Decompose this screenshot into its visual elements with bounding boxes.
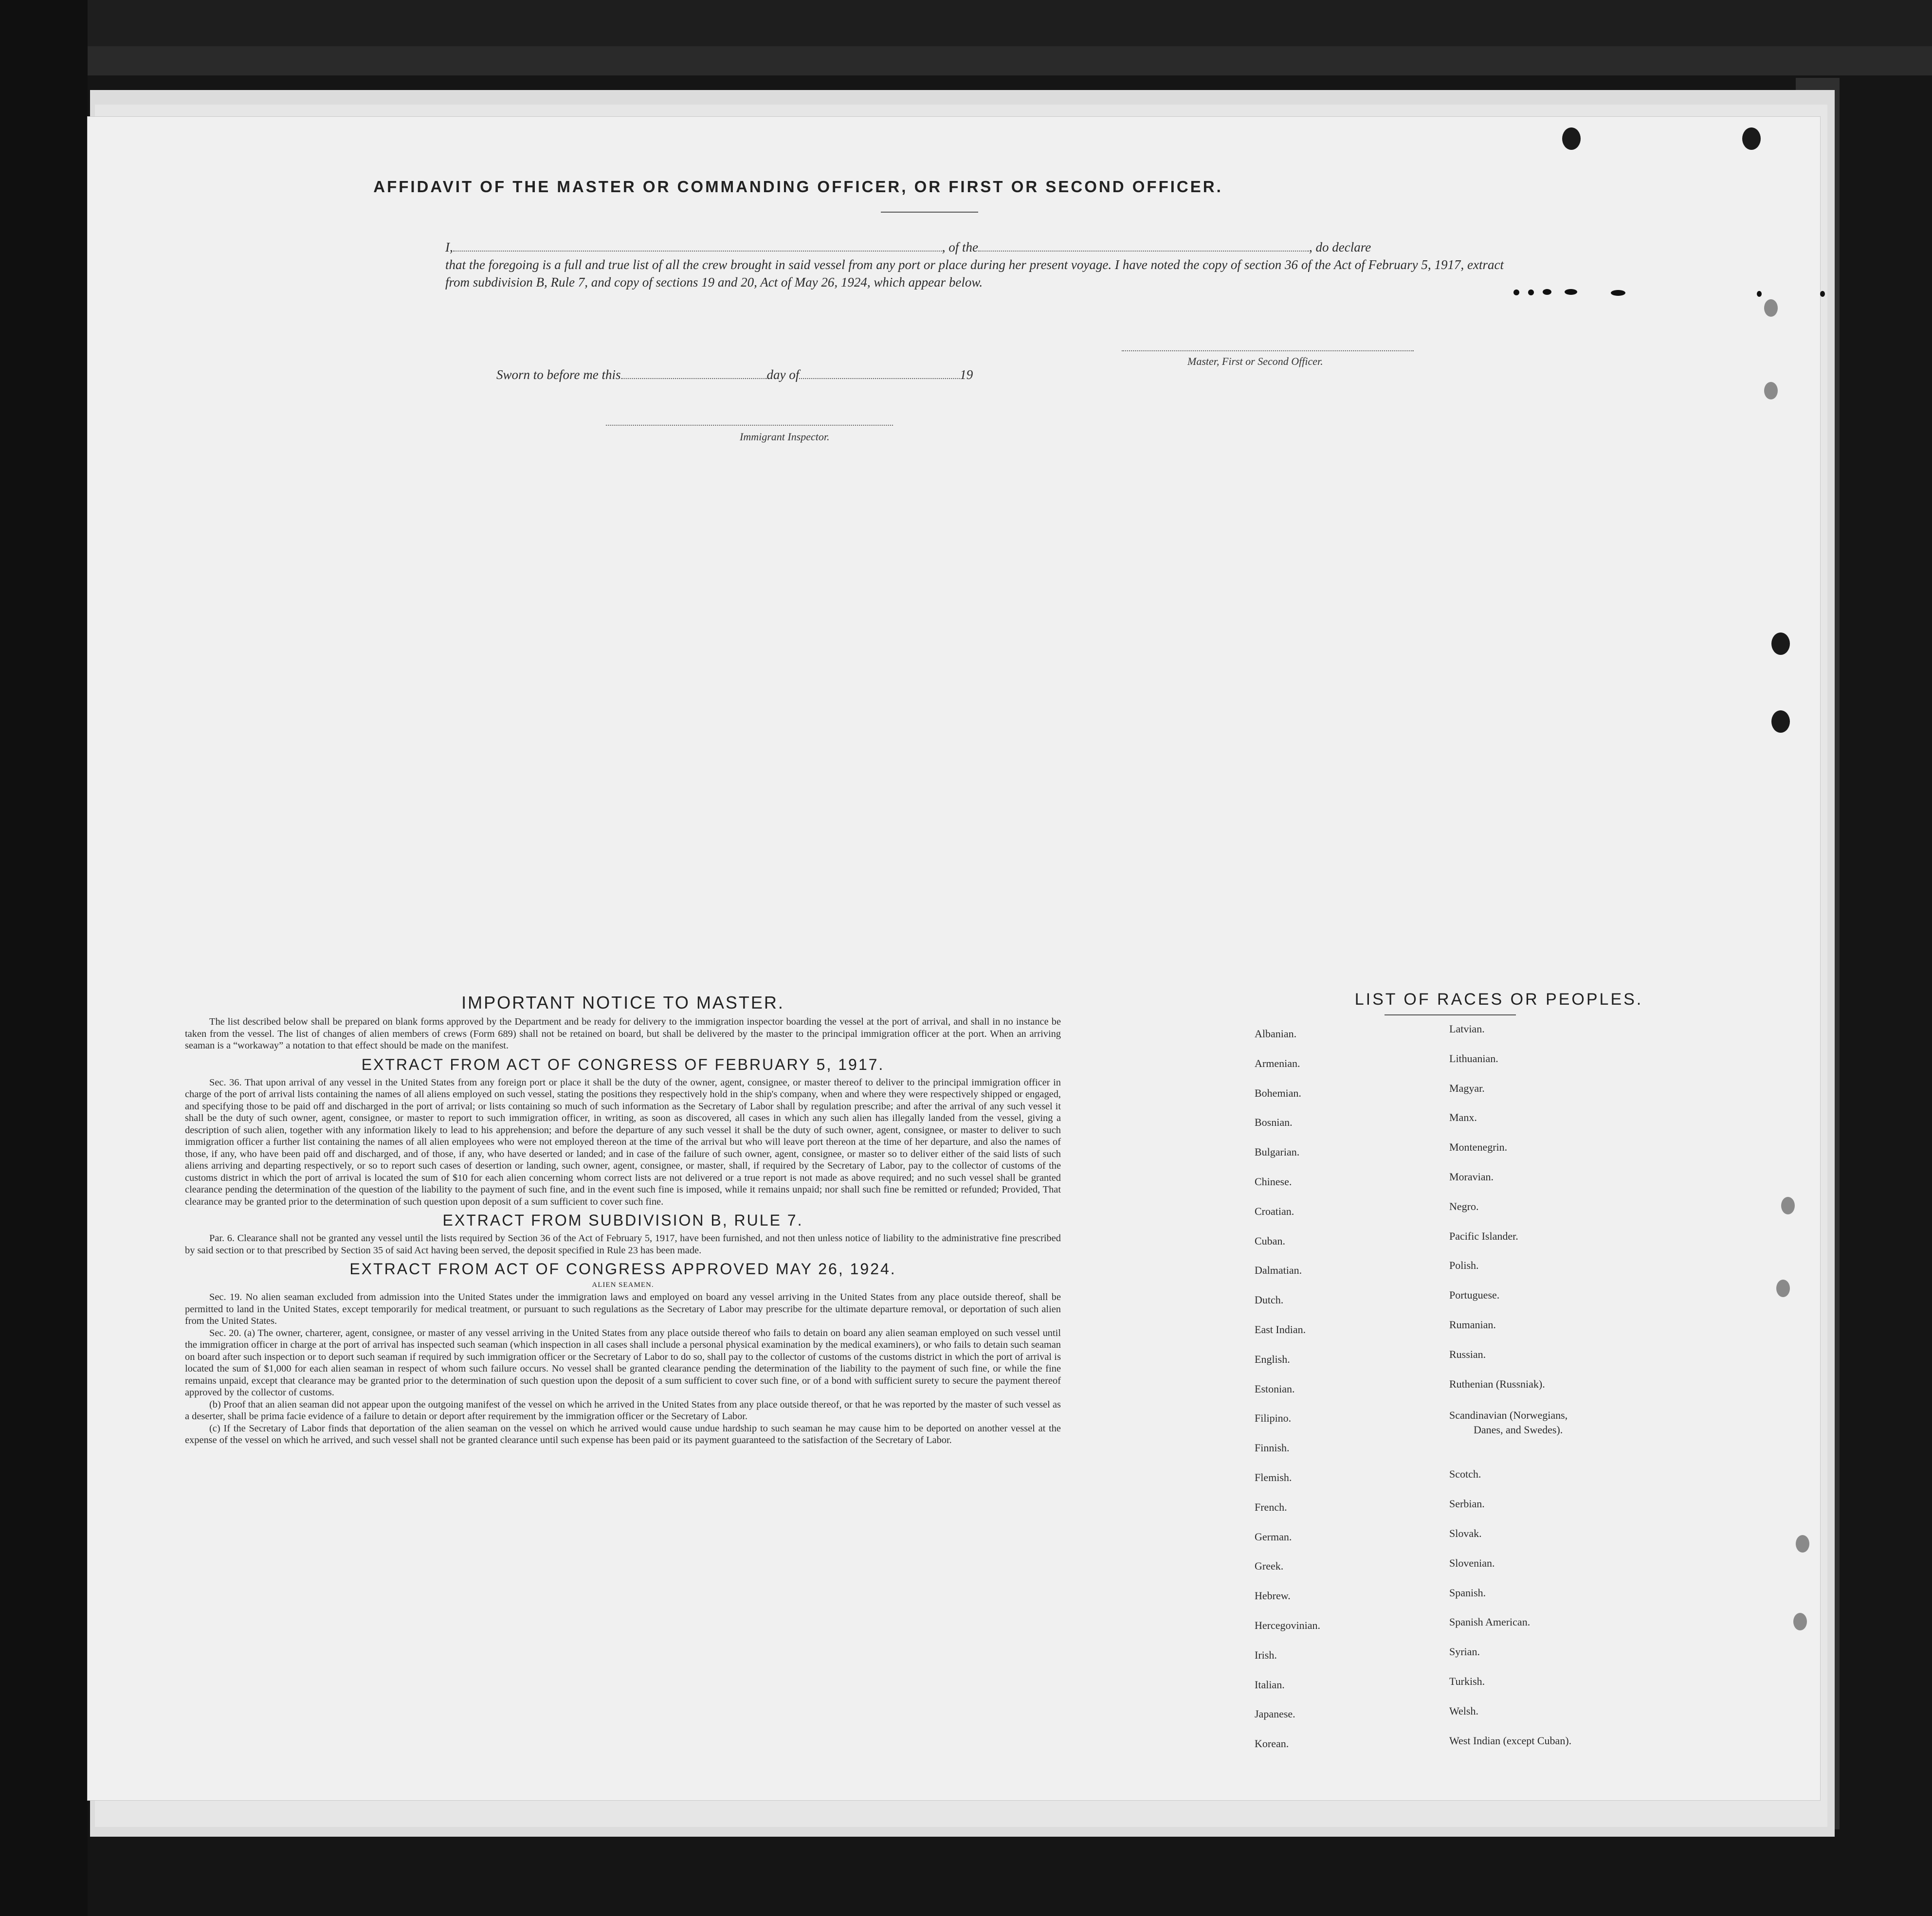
name-field[interactable] <box>453 240 942 252</box>
punch-hole-icon <box>1796 1535 1809 1553</box>
race-item: Ruthenian (Russniak). <box>1449 1377 1545 1390</box>
race-item: German. <box>1255 1530 1292 1543</box>
punch-hole-icon <box>1562 127 1581 150</box>
scan-left-edge <box>0 0 88 1916</box>
paragraph-6-text: Par. 6. Clearance shall not be granted any vessel until the lists required by Section 36 of the Act of February 5, 1917, have been furnished, and not then unless notice of liability to the administrative fine prescribed by said section or to that prescribed by Section 35 of said Act having been served, the deposit specified in Rule 23 has been made. <box>185 1233 1061 1256</box>
mark-dot-icon <box>1820 291 1825 297</box>
master-signature-line[interactable] <box>1122 350 1414 351</box>
races-list-title: LIST OF RACES OR PEOPLES. <box>1354 990 1643 1009</box>
race-item: Armenian. <box>1255 1057 1300 1069</box>
scan-top-band <box>0 0 1932 75</box>
race-item: French. <box>1255 1500 1287 1513</box>
mark-dot-icon <box>1757 291 1762 297</box>
sworn-month-field[interactable] <box>799 367 960 379</box>
race-item: Russian. <box>1449 1348 1486 1360</box>
day-of-label: day of <box>766 367 800 382</box>
race-item: Bulgarian. <box>1255 1146 1300 1158</box>
affidavit-of-the-label: , of the <box>942 240 978 254</box>
affidavit-body: that the foregoing is a full and true list of all the crew brought in said vessel from any port or place during her present voyage. I have noted the copy of section 36 of the Act of February 5, 1917, extract from subdivision B, Rule 7, and copy of sections 19 and 20, Act of May 26, 1924, which appear below. <box>445 257 1504 289</box>
race-item: Croatian. <box>1255 1205 1294 1217</box>
section-20c-text: (c) If the Secretary of Labor finds that deportation of the alien seaman on the vessel on which he arrived would cause undue hardship to such seaman he may cause him to be deported on another vessel at the expense of the vessel on which he arrived, and such vessel shall not be granted clearance until such expense has been paid or its payment guaranteed to the satisfaction of the Secretary of Labor. <box>185 1423 1061 1446</box>
affidavit-title-rule <box>881 212 978 213</box>
race-item: Magyar. <box>1449 1082 1485 1094</box>
punch-hole-icon <box>1793 1613 1807 1630</box>
race-item: Greek. <box>1255 1560 1284 1573</box>
races-left-column <box>1255 1028 1320 1767</box>
sworn-statement <box>496 367 973 382</box>
extract-1924-title: EXTRACT FROM ACT OF CONGRESS APPROVED MAY 26, 1924. <box>349 1260 896 1278</box>
race-item-line: Scandinavian (Norwegians, <box>1449 1409 1568 1422</box>
race-item: Lithuanian. <box>1449 1052 1498 1065</box>
section-20b-text: (b) Proof that an alien seaman did not appear upon the outgoing manifest of the vessel on which he arrived in the United States from any place outside thereof, or that he was reported by the master of such vessel as a deserter, shall be prima facie evidence of a failure to detain or deport after requirement by the immigration officer or the Secretary of Labor. <box>185 1399 1061 1422</box>
punch-hole-icon <box>1781 1197 1795 1214</box>
sworn-day-field[interactable] <box>621 367 767 379</box>
race-item: Welsh. <box>1449 1704 1478 1717</box>
affidavit-title: AFFIDAVIT OF THE MASTER OR COMMANDING OFFICER, OR FIRST OR SECOND OFFICER. <box>373 178 1223 196</box>
races-title-rule <box>1385 1014 1516 1015</box>
race-item: Hebrew. <box>1255 1590 1291 1602</box>
section-20a-text: Sec. 20. (a) The owner, charterer, agent, consignee, or master of any vessel arriving in the United States from any place outside thereof who fails to detain on board any alien seaman employed on such vessel until the immigration officer in charge at the port of arrival has inspected such seaman (which inspection in all cases shall include a personal physical examination by the medical examiners), or who fails to detain such seaman on board after such inspection or to deport such seaman if required by such immigration officer or the Secretary of Labor to do so, shall pay to the collector of customs of the customs district in which the port of arrival is located the sum of $1,000 for each alien seaman in respect of whom such failure occurs. No vessel shall be granted clearance pending the determination of the liability to the payment of such fine, or while the fine remains unpaid, except that clearance may be granted prior to the determination of such question upon the deposit of a sum sufficient to cover such fine, or of a bond with sufficient surety to secure the payment thereof approved by the collector of customs. <box>185 1327 1061 1398</box>
race-item: Scotch. <box>1449 1468 1481 1481</box>
race-item: Dalmatian. <box>1255 1264 1302 1277</box>
notice-title: IMPORTANT NOTICE TO MASTER. <box>461 993 784 1012</box>
punch-hole-icon <box>1742 127 1761 150</box>
race-item: Filipino. <box>1255 1412 1292 1425</box>
race-item: Polish. <box>1449 1259 1479 1272</box>
vessel-field[interactable] <box>978 240 1309 252</box>
mark-dot-icon <box>1513 289 1519 295</box>
race-item: Latvian. <box>1449 1023 1485 1035</box>
inspector-signature-line[interactable] <box>606 425 893 426</box>
master-signature-label: Master, First or Second Officer. <box>1187 355 1323 367</box>
race-item: Albanian. <box>1255 1028 1297 1040</box>
race-item: Italian. <box>1255 1678 1285 1691</box>
punch-hole-icon <box>1771 710 1790 733</box>
mark-dot-icon <box>1611 290 1625 296</box>
races-right-column <box>1449 1023 1571 1764</box>
section-36-text: Sec. 36. That upon arrival of any vessel in the United States from any foreign port or place it shall be the duty of the owner, agent, consignee, or master thereof to deliver to the principal immigration officer in charge of the port of arrival lists containing the names of all aliens employed on such vessel, stating the positions they respectively hold in the ship's company, when and where they were respectively shipped or engaged, and specifying those to be paid off and discharged in the port of arrival; or lists containing so much of such information as the Secretary of Labor shall by regulation prescribe; and after the arrival of any such vessel it shall be the duty of such owner, agent, consignee, or master to report to such immigration officer, in writing, as soon as discovered, all cases in which any such alien has illegally landed from the vessel, giving a description of such alien, together with any information likely to lead to his apprehension; and before the departure of any such vessel it shall be the duty of such owner, agent, consignee, or master to deliver to such immigration officer a further list containing the names of all alien employees who were not employed thereon at the time of the arrival but who will leave port thereon at the time of her departure, and also the names of those, if any, who have been paid off and discharged, and of those, if any, who have deserted or landed; and in case of the failure of such owner, agent, consignee, or master so to deliver either of the said lists of such aliens arriving and departing respectively, or so to report such cases of desertion or landing, such owner, agent, consignee, or master, shall, if required by the Secretary of Labor, pay to the collector of customs of the customs district in which the port of arrival is located the sum of $10 for each alien concerning whom correct lists are not delivered or a true report is not made as above required; and no such vessel shall be granted clearance pending the determination of the question of the liability to the payment of such fine, and in the event such fine is imposed, while it remains unpaid; nor shall such fine be remitted or refunded; Provided, That clearance may be granted prior to the determination of such question upon deposit of a sum sufficient to cover such fine. <box>185 1077 1061 1207</box>
notice-intro: The list described below shall be prepared on blank forms approved by the Department and be ready for delivery to the immigration inspector boarding the vessel at the port of arrival, and shall in no instance be taken from the vessel. The list of changes of alien members of crews (Form 689) shall not be retained on board, but shall be delivered by the master to the principal immigration officer at the port. When an arriving seaman is a “workaway” a notation to that effect should be made on the manifest. <box>185 1016 1061 1051</box>
race-item: Slovak. <box>1449 1527 1482 1539</box>
race-item: Finnish. <box>1255 1442 1290 1454</box>
race-item: Negro. <box>1449 1200 1479 1212</box>
race-item: English. <box>1255 1353 1290 1365</box>
race-item: West Indian (except Cuban). <box>1449 1734 1572 1747</box>
race-item: Pacific Islander. <box>1449 1229 1518 1242</box>
race-item: Bosnian. <box>1255 1116 1293 1129</box>
punch-hole-icon <box>1776 1280 1790 1297</box>
race-item: Spanish. <box>1449 1586 1486 1599</box>
race-item: Cuban. <box>1255 1234 1285 1247</box>
race-item: Montenegrin. <box>1449 1141 1508 1154</box>
punch-hole-icon <box>1764 382 1778 399</box>
race-item: Chinese. <box>1255 1175 1292 1188</box>
race-item: Korean. <box>1255 1737 1289 1750</box>
race-item: Syrian. <box>1449 1645 1480 1658</box>
scan-top-strip <box>0 46 1932 75</box>
race-item-multiline <box>1449 1407 1571 1468</box>
sworn-label: Sworn to before me this <box>496 367 621 382</box>
race-item: Dutch. <box>1255 1294 1284 1306</box>
affidavit-statement <box>445 238 1504 291</box>
race-item: Flemish. <box>1255 1471 1292 1483</box>
race-item: Portuguese. <box>1449 1289 1500 1301</box>
race-item: Bohemian. <box>1255 1086 1301 1099</box>
race-item: Spanish American. <box>1449 1616 1531 1628</box>
important-notice <box>185 993 1061 1446</box>
alien-seamen-heading: ALIEN SEAMEN. <box>592 1281 654 1289</box>
punch-hole-icon <box>1771 633 1790 655</box>
document-page <box>88 117 1820 1800</box>
race-item: Turkish. <box>1449 1675 1485 1687</box>
inspector-signature-label: Immigrant Inspector. <box>740 431 830 443</box>
race-item: Japanese. <box>1255 1708 1295 1720</box>
punch-hole-icon <box>1764 299 1778 317</box>
extract-1917-title: EXTRACT FROM ACT OF CONGRESS OF FEBRUARY 5, 1917. <box>361 1055 885 1073</box>
race-item: Moravian. <box>1449 1170 1494 1183</box>
race-item: Hercegovinian. <box>1255 1619 1320 1631</box>
race-item-line: Danes, and Swedes). <box>1474 1424 1563 1436</box>
race-item: Rumanian. <box>1449 1318 1496 1331</box>
mark-dot-icon <box>1565 289 1577 295</box>
race-item: East Indian. <box>1255 1323 1306 1336</box>
section-19-text: Sec. 19. No alien seaman excluded from admission into the United States under the immigration laws and employed on board any vessel arriving in the United States from any place outside thereof, shall be permitted to land in the United States, except temporarily for medical treatment, or pursuant to such regulations as the Secretary of Labor may prescribe for the ultimate departure removal, or deportation of such alien from the United States. <box>185 1292 1061 1326</box>
extract-rule-7-title: EXTRACT FROM SUBDIVISION B, RULE 7. <box>442 1211 803 1229</box>
race-item: Manx. <box>1449 1111 1477 1124</box>
year-prefix-label: 19 <box>960 367 973 382</box>
affidavit-declare-label: , do declare <box>1309 240 1371 254</box>
affidavit-i-label: I, <box>445 240 453 254</box>
mark-dot-icon <box>1528 289 1534 295</box>
race-item: Irish. <box>1255 1648 1277 1661</box>
race-item: Slovenian. <box>1449 1556 1495 1569</box>
race-item: Estonian. <box>1255 1382 1295 1395</box>
mark-dot-icon <box>1543 289 1551 295</box>
race-item: Serbian. <box>1449 1498 1485 1510</box>
